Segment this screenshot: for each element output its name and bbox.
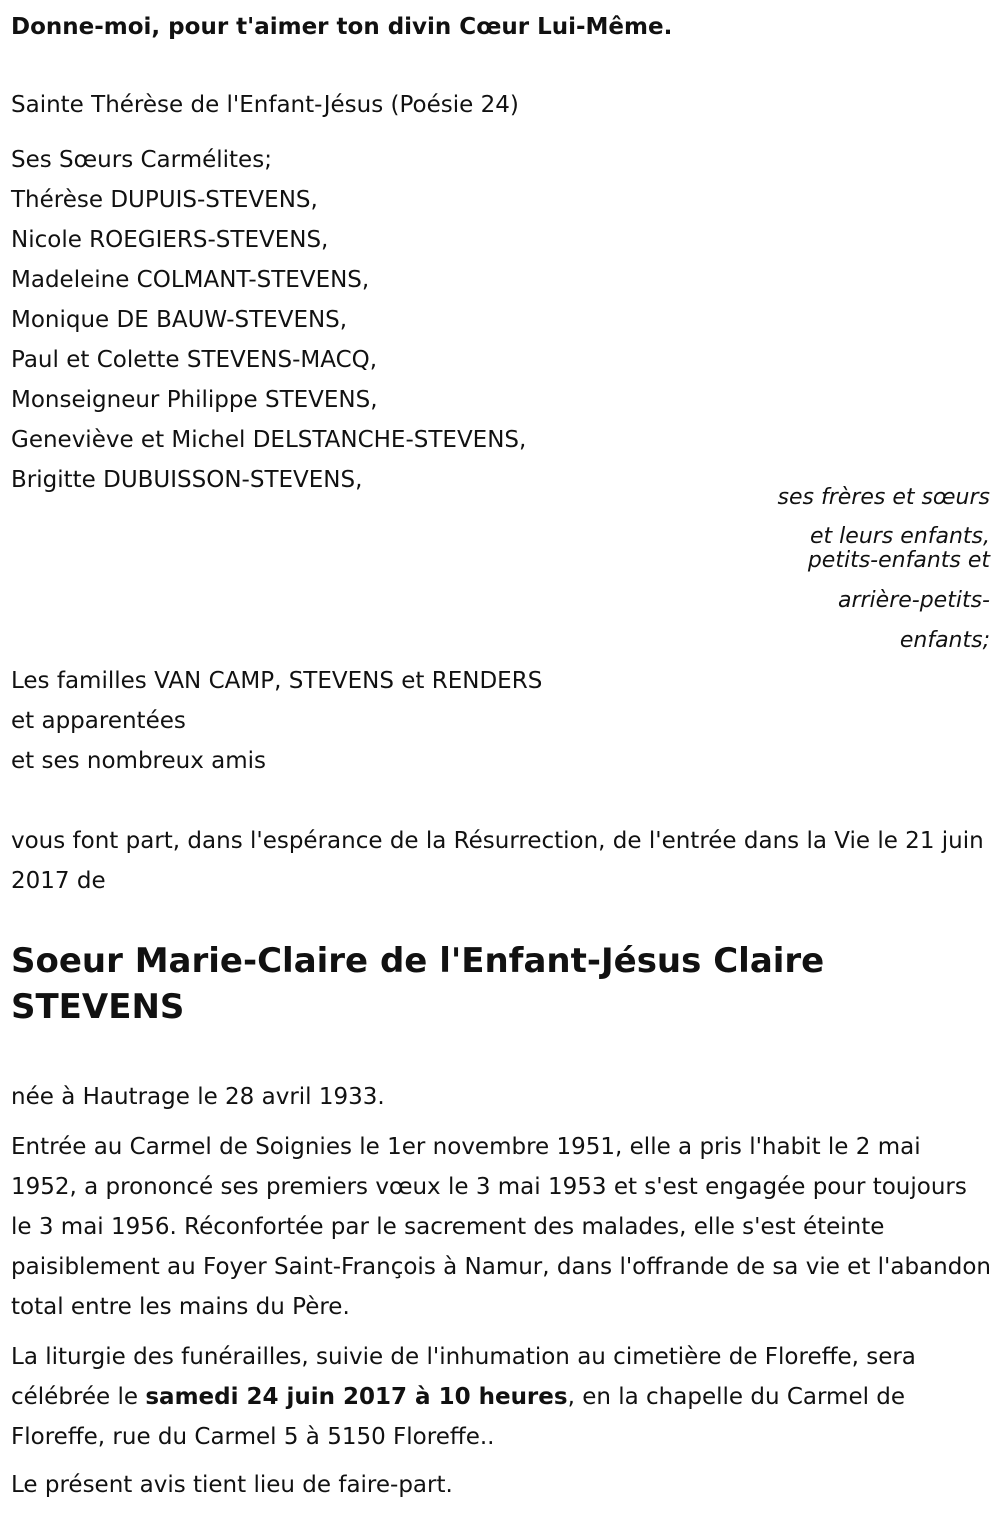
relation-line: petits-enfants et [807, 548, 990, 573]
epigraph-attribution: Sainte Thérèse de l'Enfant-Jésus (Poésie 24) [11, 92, 519, 118]
birth-info: née à Hautrage le 28 avril 1933. [11, 1084, 385, 1110]
family-line: Ses Sœurs Carmélites; [11, 147, 272, 173]
relation-line: et leurs enfants, [810, 524, 990, 549]
family-line: Thérèse DUPUIS-STEVENS, [11, 187, 318, 213]
funeral-info [11, 1337, 993, 1457]
other-mourners-line: Les familles VAN CAMP, STEVENS et RENDERS [11, 668, 543, 694]
funeral-text-after: , en la chapelle du Carmel de Floreffe, rue du Carmel 5 à 5150 Floreffe.. [11, 1384, 906, 1450]
family-line: Nicole ROEGIERS-STEVENS, [11, 227, 329, 253]
other-mourners-line: et apparentées [11, 708, 186, 734]
family-line: Monseigneur Philippe STEVENS, [11, 387, 378, 413]
funeral-text-before: La liturgie des funérailles, suivie de l'inhumation au cimetière de Floreffe, sera célébrée le [11, 1344, 916, 1410]
other-mourners [11, 661, 542, 781]
notice: Le présent avis tient lieu de faire-part. [11, 1472, 453, 1498]
family-line: Brigitte DUBUISSON-STEVENS, [11, 467, 363, 493]
epigraph: Donne-moi, pour t'aimer ton divin Cœur Lui-Même. [11, 14, 673, 40]
relation-line: arrière-petits- [837, 588, 990, 613]
relation-line: enfants; [899, 628, 990, 653]
other-mourners-line: et ses nombreux amis [11, 748, 267, 774]
family-line: Geneviève et Michel DELSTANCHE-STEVENS, [11, 427, 527, 453]
family-line: Madeleine COLMANT-STEVENS, [11, 267, 370, 293]
deceased-name: Soeur Marie-Claire de l'Enfant-Jésus Claire STEVENS [11, 941, 825, 1027]
biography: Entrée au Carmel de Soignies le 1er novembre 1951, elle a pris l'habit le 2 mai 1952, a prononcé ses premiers vœux le 3 mai 1953 et s'est engagée pour toujours le 3 mai 1956. Réconfortée par le sacrement des malades, elle s'est éteinte paisiblement au Foyer Saint-François à Namur, dans l'offrande de sa vie et l'abandon total entre les mains du Père. [11, 1134, 991, 1320]
relation-line: ses frères et sœurs [777, 485, 990, 510]
family-line: Paul et Colette STEVENS-MACQ, [11, 347, 378, 373]
family-line: Monique DE BAUW-STEVENS, [11, 307, 348, 333]
announcement: vous font part, dans l'espérance de la Résurrection, de l'entrée dans la Vie le 21 juin 2017 de [11, 828, 984, 894]
funeral-date: samedi 24 juin 2017 à 10 heures [145, 1384, 568, 1410]
family-list [11, 140, 526, 500]
